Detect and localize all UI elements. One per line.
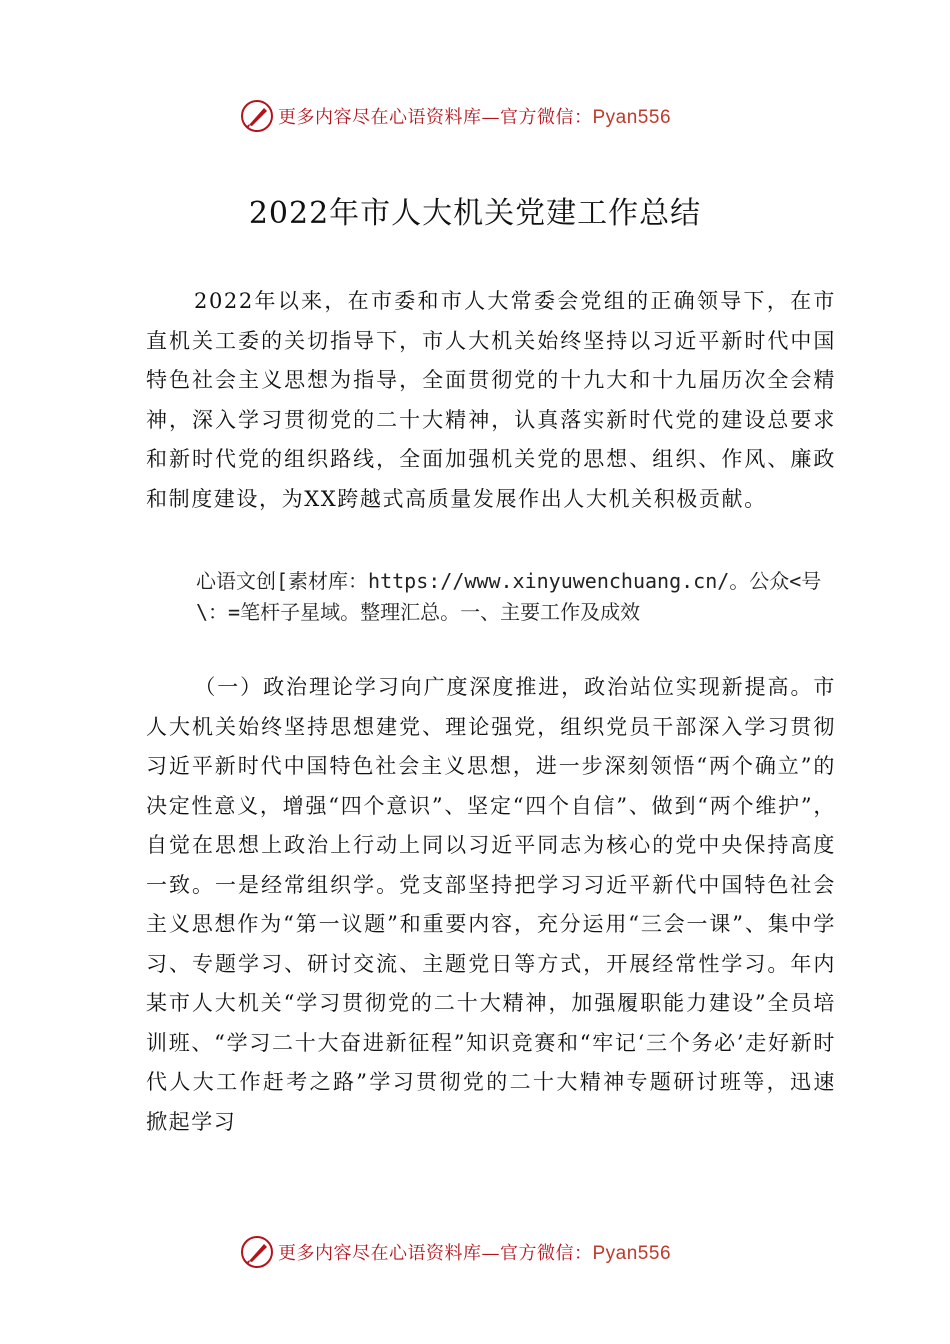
wechat-id: Pyan556	[592, 1243, 672, 1264]
quill-pen-logo-icon	[240, 1235, 274, 1269]
source-note: 心语文创[素材库：https://www.xinyuwenchuang.cn/。公众<号\：=笔杆子星域。整理汇总。一、主要工作及成效	[196, 569, 822, 624]
section-paragraph: （一）政治理论学习向广度深度推进，政治站位实现新提高。市人大机关始终坚持思想建党、理论强党，组织党员干部深入学习贯彻习近平新时代中国特色社会主义思想，进一步深刻领悟“两个确立”的决定性意义，增强“四个意识”、坚定“四个自信”、做到“两个维护”，自觉在思想上政治上行动上同以习近平同志为核心的党中央保持高度一致。一是经常组织学。党支部坚持把学习习近平新代中国特色社会主义思想作为“第一议题”和重要内容，充分运用“三会一课”、集中学习、专题学习、研讨交流、主题党日等方式，开展经常性学习。年内某市人大机关“学习贯彻党的二十大精神，加强履职能力建设”全员培训班、“学习二十大奋进新征程”知识竞赛和“牢记‘三个务必’走好新时代人大工作赶考之路”学习贯彻党的二十大精神专题研讨班等，迅速掀起学习	[146, 675, 836, 1134]
intro-paragraph: 2022年以来，在市委和市人大常委会党组的正确领导下，在市直机关工委的关切指导下，市人大机关始终坚持以习近平新时代中国特色社会主义思想为指导，全面贯彻党的十九大和十九届历次全会精神，深入学习贯彻党的二十大精神，认真落实新时代党的建设总要求和新时代党的组织路线，全面加强机关党的思想、组织、作风、廉政和制度建设，为XX跨越式高质量发展作出人大机关积极贡献。	[146, 289, 836, 511]
document-title: 2022年市人大机关党建工作总结	[248, 196, 702, 231]
banner-text: 更多内容尽在心语资料库—官方微信：Pyan556	[278, 1243, 672, 1264]
footer-banner	[240, 1232, 760, 1272]
quill-pen-logo-icon	[240, 99, 274, 133]
banner-text: 更多内容尽在心语资料库—官方微信：Pyan556	[278, 107, 672, 128]
header-banner	[240, 96, 760, 136]
wechat-id: Pyan556	[592, 107, 672, 128]
